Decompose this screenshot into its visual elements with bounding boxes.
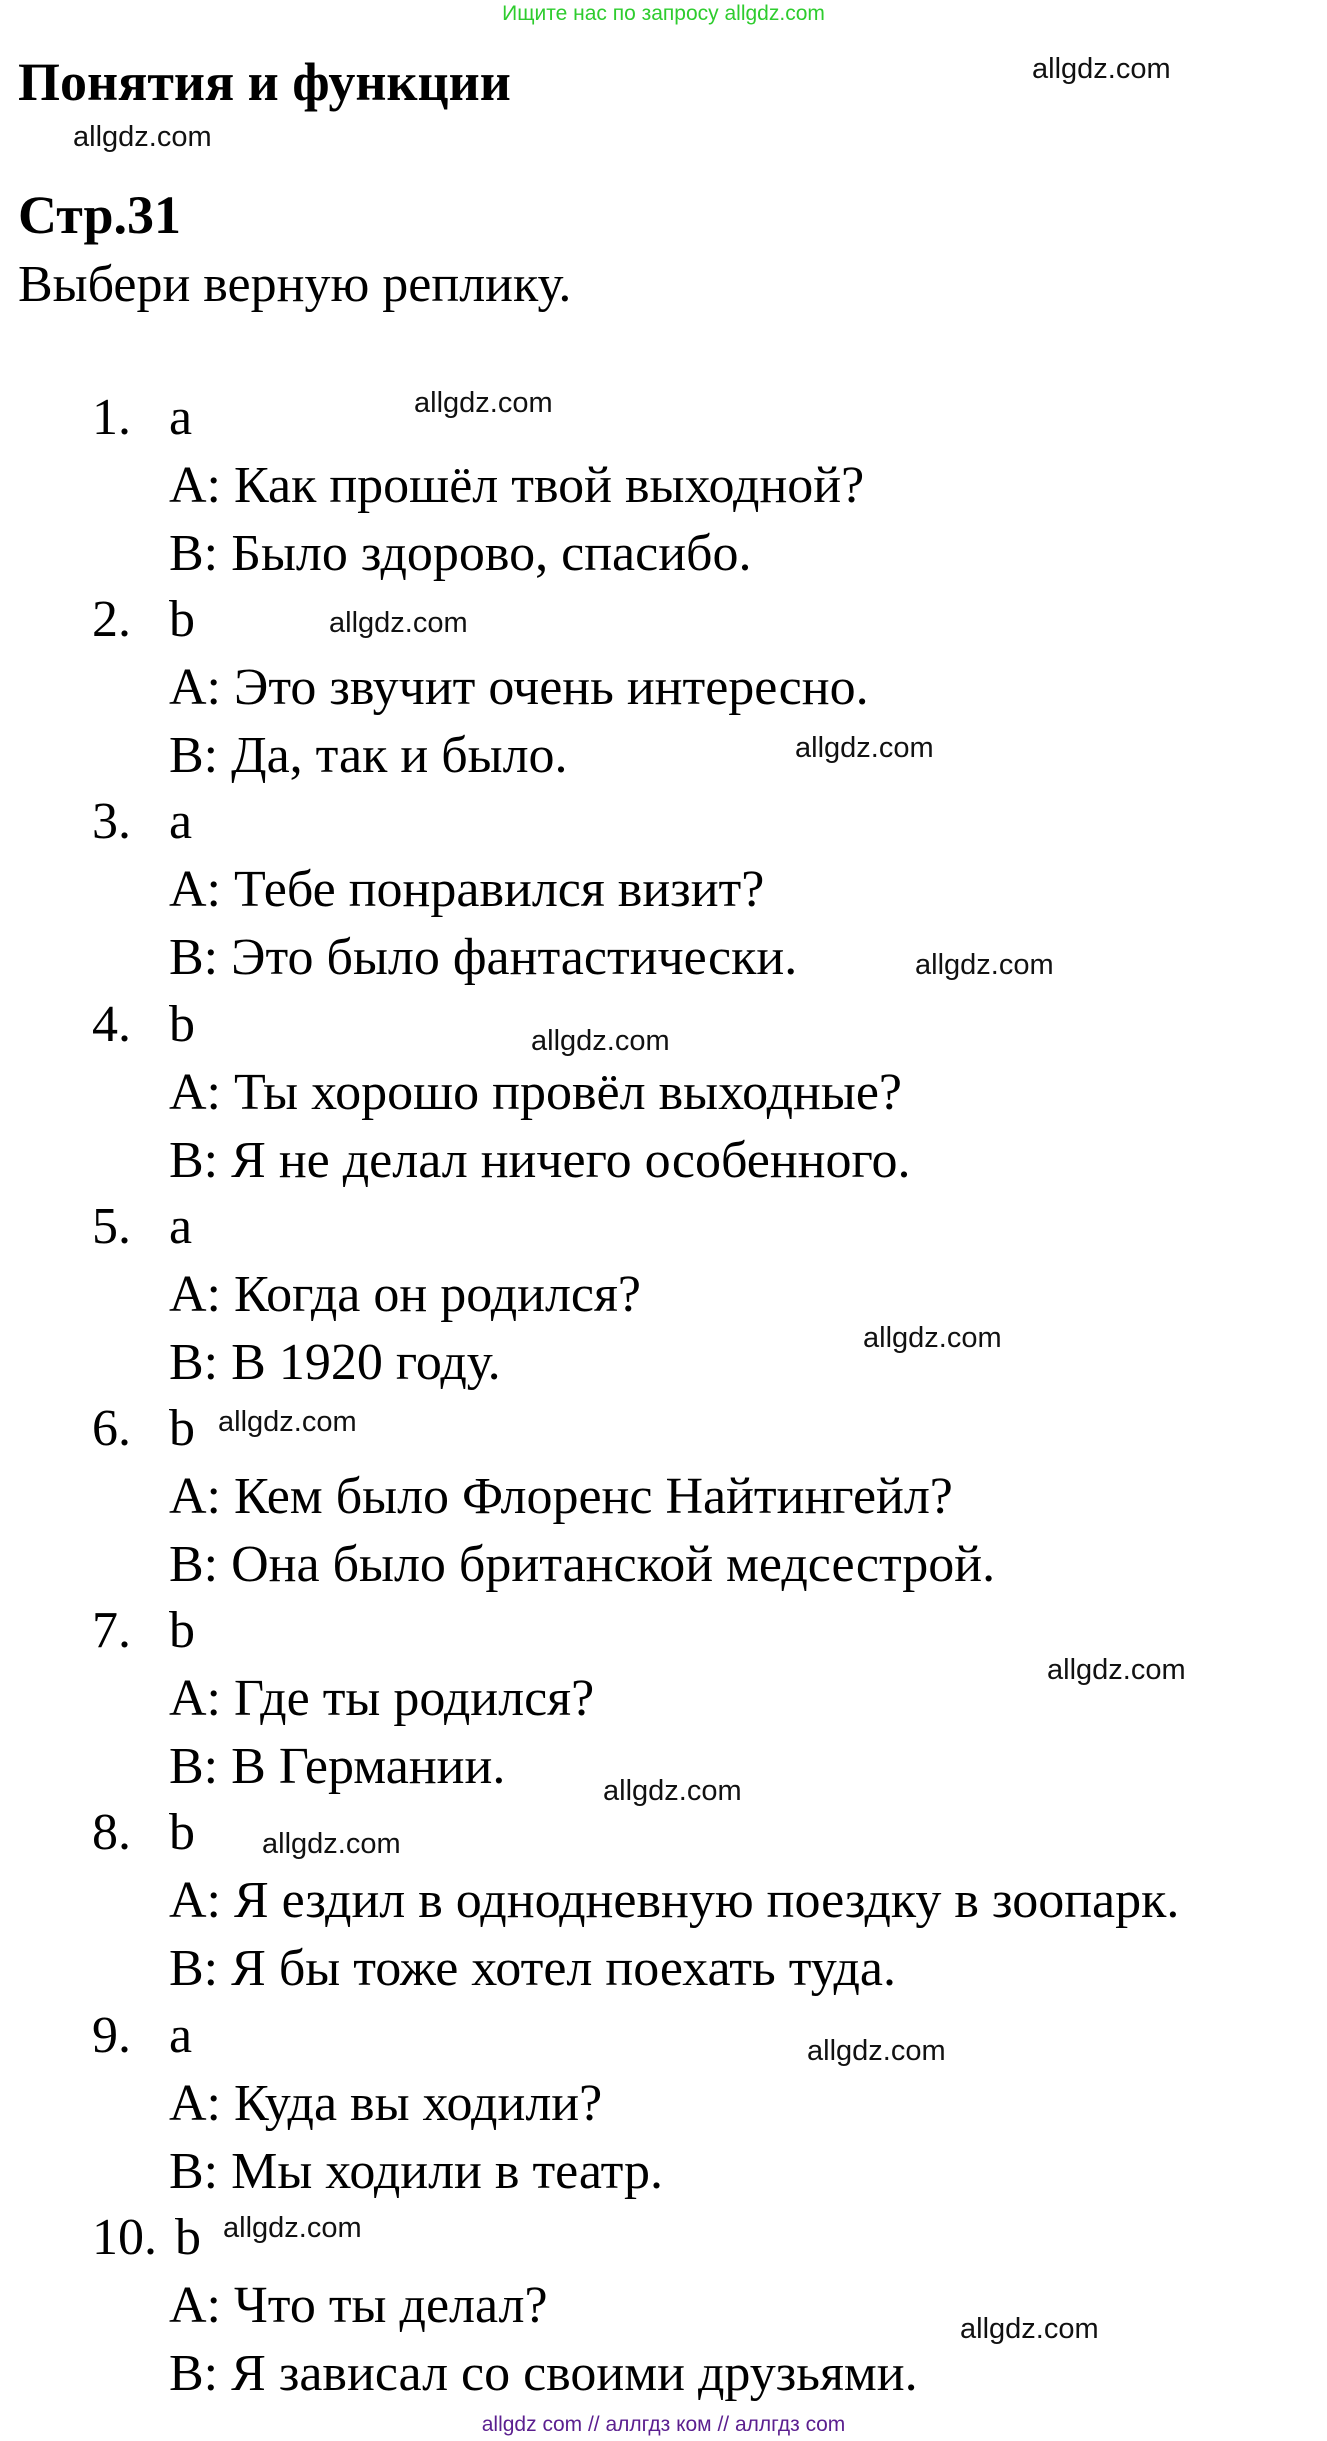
line-b: B: Я бы тоже хотел поехать туда. xyxy=(169,1940,897,1998)
item-number: 8. xyxy=(92,1804,131,1862)
item-answer: b xyxy=(169,591,195,649)
watermark: allgdz.com xyxy=(863,1322,1002,1354)
item-number: 5. xyxy=(92,1197,131,1255)
watermark: allgdz.com xyxy=(1047,1654,1186,1686)
line-a: A: Тебе понравился визит? xyxy=(169,861,765,919)
list-item xyxy=(0,590,1327,790)
line-b: B: Да, так и было. xyxy=(169,727,568,785)
list-item xyxy=(0,1601,1327,1801)
page-label: Стр.31 xyxy=(18,185,182,245)
item-answer: a xyxy=(169,793,193,851)
watermark: allgdz.com xyxy=(414,387,553,419)
line-a: A: Это звучит очень интересно. xyxy=(169,659,869,717)
line-a: A: Кем было Флоренс Найтингейл? xyxy=(169,1468,953,1525)
line-a: A: Куда вы ходили? xyxy=(169,2074,603,2132)
line-b: B: Было здорово, спасибо. xyxy=(169,525,752,582)
bottom-banner: allgdz com // аллгдз ком // аллгдз com xyxy=(481,2413,846,2436)
line-a: A: Ты хорошо провёл выходные? xyxy=(169,1063,902,1121)
watermark: allgdz.com xyxy=(915,949,1054,981)
line-b: B: Я не делал ничего особенного. xyxy=(169,1131,911,1189)
line-a: A: Я ездил в однодневную поездку в зоопарк. xyxy=(169,1872,1180,1930)
watermark: allgdz.com xyxy=(329,607,468,639)
item-answer: b xyxy=(169,995,195,1053)
watermark: allgdz.com xyxy=(73,121,212,153)
list-item xyxy=(0,2006,1327,2206)
list-item xyxy=(0,792,1327,992)
line-a: A: Когда он родился? xyxy=(169,1265,642,1323)
line-b: B: В Германии. xyxy=(169,1738,506,1796)
watermark: allgdz.com xyxy=(262,1828,401,1860)
item-answer: a xyxy=(169,1197,193,1255)
line-b: B: Мы ходили в театр. xyxy=(169,2142,663,2200)
item-answer: b xyxy=(175,2208,201,2266)
line-b: B: Я зависал со своими друзьями. xyxy=(169,2344,918,2402)
item-answer: b xyxy=(169,1400,195,1457)
item-number: 2. xyxy=(92,591,131,649)
list-item xyxy=(0,1197,1327,1397)
line-a: A: Что ты делал? xyxy=(169,2276,548,2334)
watermark: allgdz.com xyxy=(807,2035,946,2067)
watermark: allgdz.com xyxy=(960,2313,1099,2345)
item-number: 9. xyxy=(92,2006,131,2064)
list-item xyxy=(0,1399,1327,1599)
task-instruction: Выбери верную реплику. xyxy=(18,256,572,313)
item-number: 7. xyxy=(92,1602,131,1660)
watermark: allgdz.com xyxy=(1032,53,1171,85)
item-answer: a xyxy=(169,2006,193,2064)
list-item xyxy=(0,1803,1327,2003)
item-answer: b xyxy=(169,1602,195,1660)
item-number: 4. xyxy=(92,995,131,1053)
line-b: B: В 1920 году. xyxy=(169,1333,501,1391)
item-number: 3. xyxy=(92,793,131,851)
list-item xyxy=(0,388,1327,588)
item-answer: b xyxy=(169,1804,195,1862)
line-a: A: Как прошёл твой выходной? xyxy=(169,457,865,514)
watermark: allgdz.com xyxy=(531,1025,670,1057)
line-b: B: Это было фантастически. xyxy=(169,929,798,987)
watermark: allgdz.com xyxy=(603,1775,742,1807)
watermark: allgdz.com xyxy=(795,732,934,764)
item-number: 10. xyxy=(92,2208,157,2266)
top-banner: Ищите нас по запросу allgdz.com xyxy=(502,2,825,25)
line-a: A: Где ты родился? xyxy=(169,1670,595,1728)
watermark: allgdz.com xyxy=(218,1406,357,1438)
list-item xyxy=(0,2208,1327,2408)
section-title: Понятия и функции xyxy=(18,52,511,112)
item-number: 1. xyxy=(92,389,131,446)
watermark: allgdz.com xyxy=(223,2212,362,2244)
item-number: 6. xyxy=(92,1400,131,1457)
line-b: B: Она было британской медсестрой. xyxy=(169,1536,996,1593)
item-answer: a xyxy=(169,389,193,446)
